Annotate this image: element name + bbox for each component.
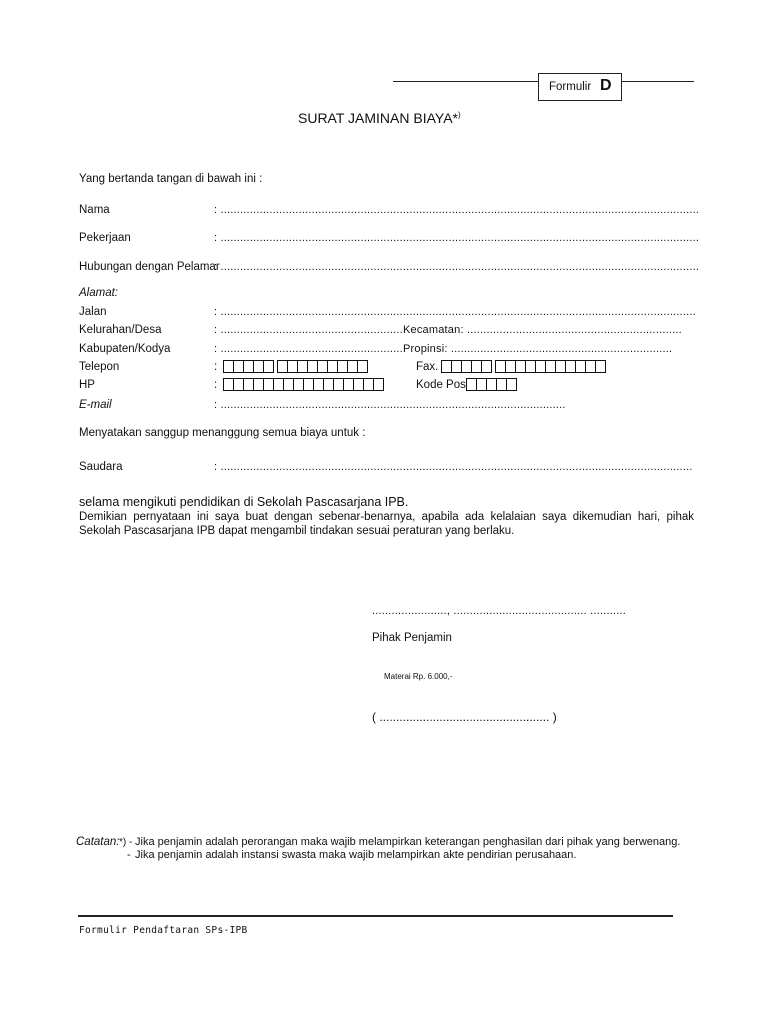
label-fax: Fax. <box>416 361 439 373</box>
note-line-2: Jika penjamin adalah instansi swasta maka wajib melampirkan akte pendirian perusahaan. <box>135 849 577 861</box>
fax-boxes[interactable] <box>441 360 605 373</box>
header-line-right <box>622 81 694 82</box>
colon-telepon: : <box>214 361 218 373</box>
field-kabupaten[interactable]: : ........................................................ <box>214 343 403 355</box>
field-propinsi[interactable]: Propinsi: .................................................................... <box>403 343 673 355</box>
note-line-1: Jika penjamin adalah perorangan maka wajib melampirkan keterangan penghasilan dari pihak yang berwenang. <box>135 836 681 848</box>
field-email[interactable]: : .......................................................................................................... <box>214 399 566 411</box>
label-hp: HP <box>79 379 95 391</box>
hp-boxes[interactable] <box>223 378 383 391</box>
note-line-2-marker: - <box>127 849 131 861</box>
footer-text: Formulir Pendaftaran SPs-IPB <box>79 925 248 936</box>
label-alamat: Alamat: <box>79 287 118 299</box>
page-title <box>298 110 461 126</box>
intro-text: Yang bertanda tangan di bawah ini : <box>79 173 263 185</box>
field-jalan[interactable]: : .................................................................................................................................................. <box>214 306 696 318</box>
kode-pos-boxes[interactable] <box>466 378 516 391</box>
label-telepon: Telepon <box>79 361 120 373</box>
title-text: SURAT JAMINAN BIAYA* <box>298 110 458 126</box>
materai-label: Materai Rp. 6.000,- <box>384 672 453 681</box>
notes-label: Catatan: <box>76 836 120 848</box>
form-letter: D <box>600 77 612 94</box>
label-kelurahan: Kelurahan/Desa <box>79 324 162 336</box>
telepon-boxes[interactable] <box>223 360 367 373</box>
footer-rule <box>78 915 673 917</box>
field-kecamatan[interactable]: Kecamatan: .................................................................. <box>403 324 682 336</box>
colon-hp: : <box>214 379 218 391</box>
form-label: Formulir <box>549 81 592 93</box>
declaration-paragraph: Demikian pernyataan ini saya buat dengan sebenar-benarnya, apabila ada kelalaian saya dikemudian hari, pihak Sekolah Pascasarjana IPB dapat mengambil tindakan sesuai peraturan yang berlaku. <box>79 511 694 537</box>
notes-marker: *) - <box>119 837 133 848</box>
label-saudara: Saudara <box>79 461 123 473</box>
field-saudara[interactable]: : ................................................................................................................................................. <box>214 461 693 473</box>
selama-text: selama mengikuti pendidikan di Sekolah Pascasarjana IPB. <box>79 495 409 509</box>
signature-name-line[interactable]: ( ................................................... ) <box>372 710 557 724</box>
guarantor-role: Pihak Penjamin <box>372 632 452 644</box>
statement-text: Menyatakan sanggup menanggung semua biaya untuk : <box>79 427 366 439</box>
header-line-left <box>393 81 538 82</box>
label-nama: Nama <box>79 204 110 216</box>
field-hubungan[interactable]: : ................................................................................................................................................... <box>214 261 700 273</box>
label-kabupaten: Kabupaten/Kodya <box>79 343 171 355</box>
label-jalan: Jalan <box>79 306 107 318</box>
field-nama[interactable]: : ................................................................................................................................................... <box>214 204 700 216</box>
field-kelurahan[interactable]: : ........................................................ <box>214 324 403 336</box>
field-pekerjaan[interactable]: : ................................................................................................................................................... <box>214 232 700 244</box>
place-date-line[interactable]: ......................., ......................................... ........... <box>372 605 626 617</box>
form-label-box <box>538 73 622 101</box>
title-superscript: ) <box>458 110 461 120</box>
label-pekerjaan: Pekerjaan <box>79 232 131 244</box>
label-kode-pos: Kode Pos <box>416 379 466 391</box>
label-hubungan: Hubungan dengan Pelamar <box>79 261 220 273</box>
label-email: E-mail <box>79 399 112 411</box>
